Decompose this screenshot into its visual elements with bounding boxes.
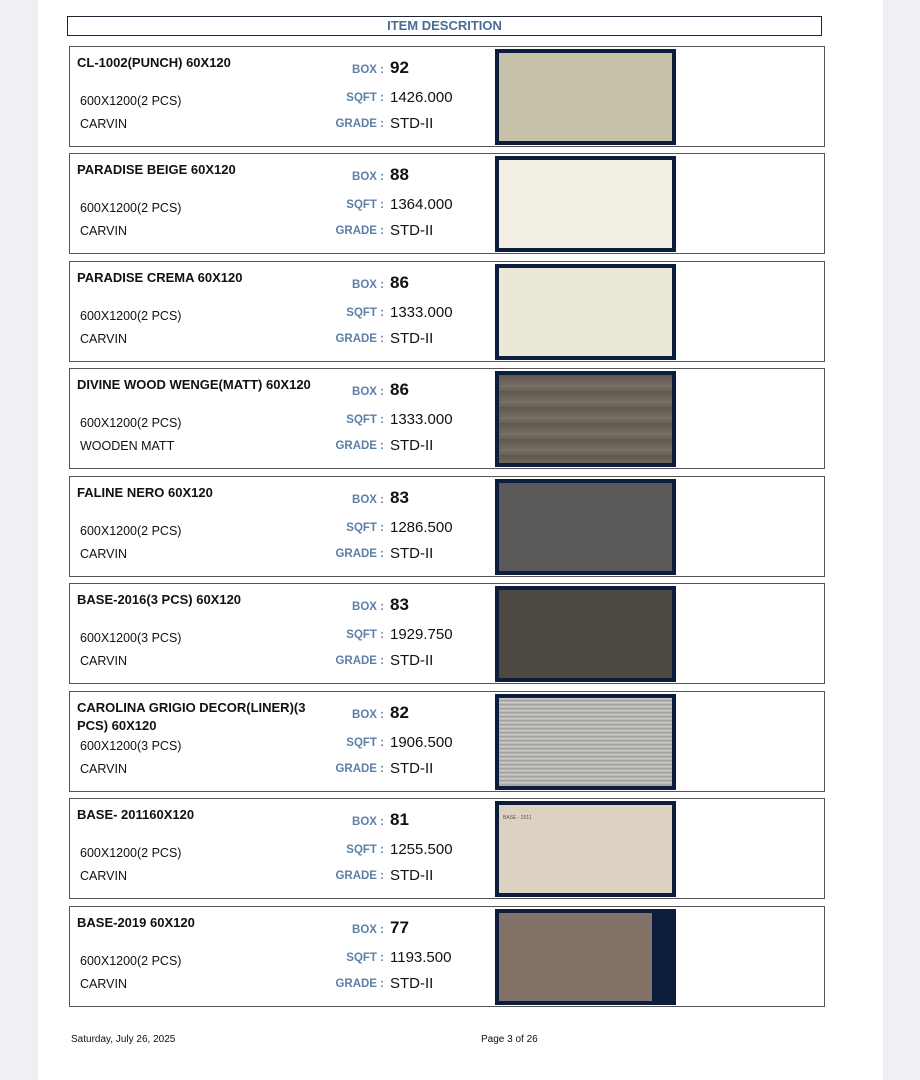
box-value: 82: [390, 703, 409, 722]
tile-swatch-fill: [499, 268, 672, 356]
grade-label: GRADE :: [335, 978, 384, 990]
item-type: CARVIN: [80, 654, 128, 668]
sqft-value: 1906.500: [390, 734, 453, 751]
item-row: [69, 261, 825, 362]
sqft-value: 1333.000: [390, 304, 453, 321]
item-row: [69, 46, 825, 147]
item-row: [69, 368, 825, 469]
tile-swatch-image: [495, 156, 676, 252]
box-label: BOX :: [352, 494, 384, 506]
sqft-value: 1286.500: [390, 519, 453, 536]
grade-value: STD-II: [390, 545, 434, 562]
item-row: [69, 153, 825, 254]
item-type: CARVIN: [80, 117, 128, 131]
item-type: CARVIN: [80, 224, 128, 238]
sqft-label: SQFT :: [346, 414, 384, 426]
box-value: 86: [390, 380, 409, 399]
item-name: DIVINE WOOD WENGE(MATT) 60X120: [77, 377, 311, 392]
item-row: [69, 583, 825, 684]
footer-date: Saturday, July 26, 2025: [71, 1034, 176, 1045]
grade-value: STD-II: [390, 975, 434, 992]
tile-swatch-image: [495, 479, 676, 575]
box-label: BOX :: [352, 924, 384, 936]
grade-value: STD-II: [390, 222, 434, 239]
sqft-value: 1426.000: [390, 89, 453, 106]
tile-swatch-fill: [499, 375, 672, 463]
sqft-label: SQFT :: [346, 844, 384, 856]
item-size: 600X1200(2 PCS): [80, 416, 182, 430]
box-label: BOX :: [352, 386, 384, 398]
sqft-label: SQFT :: [346, 522, 384, 534]
item-type: CARVIN: [80, 869, 128, 883]
box-label: BOX :: [352, 171, 384, 183]
grade-value: STD-II: [390, 760, 434, 777]
grade-label: GRADE :: [335, 225, 384, 237]
item-size: 600X1200(2 PCS): [80, 954, 182, 968]
sqft-label: SQFT :: [346, 629, 384, 641]
item-size: 600X1200(2 PCS): [80, 94, 182, 108]
grade-label: GRADE :: [335, 870, 384, 882]
grade-label: GRADE :: [335, 333, 384, 345]
grade-value: STD-II: [390, 437, 434, 454]
tile-swatch-image: [495, 264, 676, 360]
box-label: BOX :: [352, 816, 384, 828]
item-name: PARADISE CREMA 60X120: [77, 270, 243, 285]
box-value: 83: [390, 595, 409, 614]
tile-swatch-image: [495, 49, 676, 145]
grade-label: GRADE :: [335, 548, 384, 560]
grade-label: GRADE :: [335, 118, 384, 130]
grade-value: STD-II: [390, 330, 434, 347]
item-row: [69, 476, 825, 577]
box-label: BOX :: [352, 709, 384, 721]
item-type: CARVIN: [80, 332, 128, 346]
grade-value: STD-II: [390, 115, 434, 132]
tile-swatch-caption: BASE - 2011: [503, 815, 532, 821]
tile-swatch-fill: [499, 160, 672, 248]
item-description-header: ITEM DESCRITION: [67, 16, 822, 36]
sqft-label: SQFT :: [346, 307, 384, 319]
item-type: WOODEN MATT: [80, 439, 175, 453]
item-name: FALINE NERO 60X120: [77, 485, 213, 500]
sqft-value: 1193.500: [390, 949, 452, 966]
tile-swatch-image: [495, 586, 676, 682]
tile-swatch-fill: [499, 913, 652, 1001]
item-size: 600X1200(2 PCS): [80, 524, 182, 538]
item-size: 600X1200(3 PCS): [80, 631, 182, 645]
box-value: 77: [390, 918, 409, 937]
item-name: BASE-2019 60X120: [77, 915, 195, 930]
tile-swatch-fill: [499, 53, 672, 141]
grade-label: GRADE :: [335, 763, 384, 775]
sqft-value: 1364.000: [390, 196, 453, 213]
item-name: CL-1002(PUNCH) 60X120: [77, 55, 231, 70]
box-label: BOX :: [352, 279, 384, 291]
box-value: 83: [390, 488, 409, 507]
footer-page-number: Page 3 of 26: [481, 1034, 538, 1045]
tile-swatch-fill: [499, 590, 672, 678]
item-type: CARVIN: [80, 762, 128, 776]
box-value: 86: [390, 273, 409, 292]
item-row: [69, 691, 825, 792]
item-name: CAROLINA GRIGIO DECOR(LINER)(3 PCS) 60X120: [77, 700, 306, 733]
sqft-value: 1255.500: [390, 841, 453, 858]
grade-value: STD-II: [390, 652, 434, 669]
box-value: 81: [390, 810, 409, 829]
sqft-label: SQFT :: [346, 92, 384, 104]
item-type: CARVIN: [80, 547, 128, 561]
item-type: CARVIN: [80, 977, 128, 991]
tile-swatch-image: [495, 909, 676, 1005]
sqft-label: SQFT :: [346, 952, 384, 964]
tile-swatch-fill: [499, 698, 672, 786]
tile-swatch-image: [495, 694, 676, 790]
item-row: [69, 798, 825, 899]
box-label: BOX :: [352, 64, 384, 76]
item-name: PARADISE BEIGE 60X120: [77, 162, 236, 177]
box-value: 92: [390, 58, 409, 77]
item-row: [69, 906, 825, 1007]
sqft-value: 1333.000: [390, 411, 453, 428]
box-label: BOX :: [352, 601, 384, 613]
item-name: BASE-2016(3 PCS) 60X120: [77, 592, 242, 607]
sqft-label: SQFT :: [346, 199, 384, 211]
tile-swatch-fill: [499, 483, 672, 571]
document-page: [38, 0, 883, 1080]
item-size: 600X1200(3 PCS): [80, 739, 182, 753]
item-size: 600X1200(2 PCS): [80, 846, 182, 860]
box-value: 88: [390, 165, 409, 184]
sqft-value: 1929.750: [390, 626, 453, 643]
item-size: 600X1200(2 PCS): [80, 309, 182, 323]
tile-swatch-image: [495, 801, 676, 897]
grade-label: GRADE :: [335, 440, 384, 452]
item-size: 600X1200(2 PCS): [80, 201, 182, 215]
item-name: BASE- 201160X120: [77, 807, 195, 822]
tile-swatch-image: [495, 371, 676, 467]
sqft-label: SQFT :: [346, 737, 384, 749]
grade-value: STD-II: [390, 867, 434, 884]
grade-label: GRADE :: [335, 655, 384, 667]
